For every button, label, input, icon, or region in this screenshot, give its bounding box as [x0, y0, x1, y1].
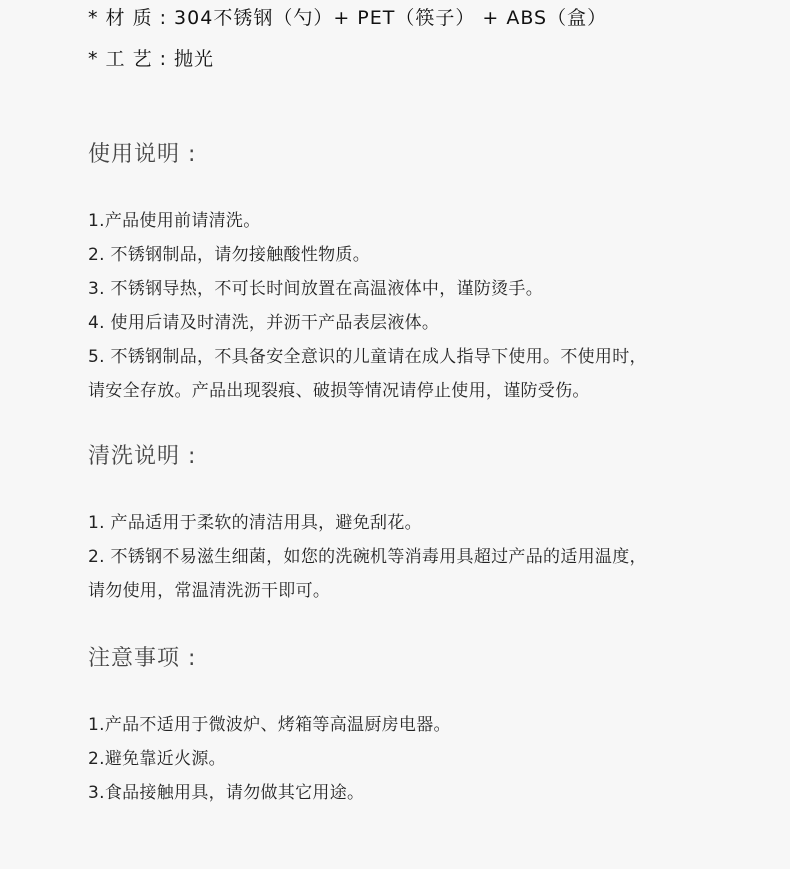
notes-item-3: 3.食品接触用具，请勿做其它用途。: [88, 783, 365, 803]
usage-item-5: 5. 不锈钢制品，不具备安全意识的儿童请在成人指导下使用。不使用时，: [88, 347, 647, 367]
cleaning-item-1: 1. 产品适用于柔软的清洁用具，避免刮花。: [88, 513, 422, 533]
usage-item-5-continued: 请安全存放。产品出现裂痕、破损等情况请停止使用，谨防受伤。: [88, 381, 590, 401]
usage-item-3: 3. 不锈钢导热，不可长时间放置在高温液体中，谨防烫手。: [88, 279, 544, 299]
usage-list: [88, 204, 647, 408]
process-spec: * 工 艺 : 抛光: [88, 48, 215, 70]
material-spec: * 材 质 : 304不锈钢（勺）+ PET（筷子） + ABS（盒）: [88, 7, 608, 29]
notes-item-2: 2.避免靠近火源。: [88, 749, 226, 769]
usage-item-1: 1.产品使用前请清洗。: [88, 211, 261, 231]
cleaning-item-2: 2. 不锈钢不易滋生细菌，如您的洗碗机等消毒用具超过产品的适用温度，: [88, 547, 647, 567]
notes-list: [88, 708, 451, 810]
notes-item-1: 1.产品不适用于微波炉、烤箱等高温厨房电器。: [88, 715, 451, 735]
usage-item-2: 2. 不锈钢制品，请勿接触酸性物质。: [88, 245, 371, 265]
usage-item-4: 4. 使用后请及时清洗，并沥干产品表层液体。: [88, 313, 440, 333]
cleaning-item-2-continued: 请勿使用，常温清洗沥干即可。: [88, 581, 331, 601]
cleaning-list: [88, 506, 647, 608]
cleaning-section-title: 清洗说明 :: [88, 444, 197, 469]
usage-section-title: 使用说明 :: [88, 142, 197, 167]
notes-section-title: 注意事项 :: [88, 646, 197, 671]
